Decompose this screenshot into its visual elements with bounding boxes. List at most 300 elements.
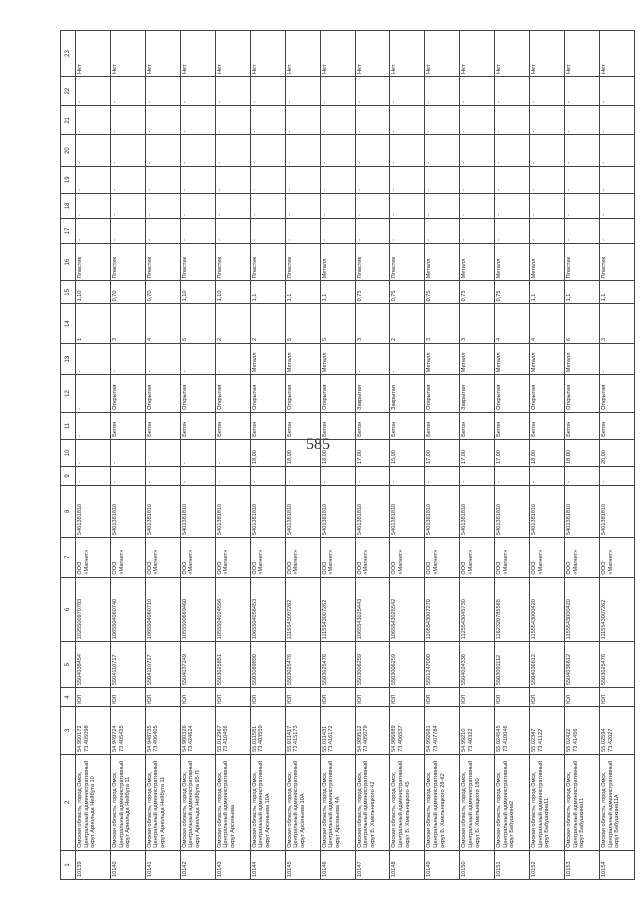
table-cell: Открытая (530, 375, 565, 413)
table-cell: 5503025476 (320, 642, 355, 688)
table-cell: 55.012967 73.410456 (215, 706, 250, 754)
column-number: 19 (61, 166, 76, 193)
table-cell: 1,10 (215, 281, 250, 304)
table-cell: 17,00 (495, 439, 530, 466)
table-cell: - (390, 135, 425, 166)
table-cell: ЮЛ (145, 688, 180, 707)
table-cell: ООО «Магнит» (530, 537, 565, 577)
table-cell: - (425, 106, 460, 135)
column-number: 8 (61, 485, 76, 537)
table-cell: - (390, 193, 425, 218)
table-cell: Нет (565, 31, 600, 77)
table-cell: - (355, 106, 390, 135)
table-cell: Нет (215, 31, 250, 77)
table-cell: 54.948735 73.406405 (145, 706, 180, 754)
table-cell: - (110, 166, 145, 193)
table-cell: 5504038454 (76, 642, 111, 688)
table-cell: - (530, 193, 565, 218)
table-cell: 54.992681 73.407784 (425, 706, 460, 754)
table-cell: Бетон (110, 412, 145, 439)
table-cell: 54.949724 73.405435 (110, 706, 145, 754)
table-cell: Бетон (530, 412, 565, 439)
table-cell: 55.02422 73.41456 (565, 706, 600, 754)
table-cell: - (355, 343, 390, 374)
table-cell: Нет (355, 31, 390, 77)
page-number: 585 (306, 436, 330, 453)
table-cell: Нет (110, 31, 145, 77)
table-cell: 17,00 (460, 439, 495, 466)
table-cell: Омская область, город Омск, Центральный административный округ Арсеньева 10А (250, 754, 285, 850)
table-row (530, 31, 565, 880)
table-cell: - (180, 193, 215, 218)
table-cell: 5401381810 (495, 485, 530, 537)
table-cell: - (600, 218, 635, 243)
table-cell: 18,00 (530, 439, 565, 466)
table-cell: Бетон (250, 412, 285, 439)
table-cell: ЮЛ (390, 688, 425, 707)
table-cell: - (320, 166, 355, 193)
table-cell: - (145, 218, 180, 243)
table-row (425, 31, 460, 880)
table-cell: - (215, 439, 250, 466)
table-cell: - (145, 193, 180, 218)
table-cell: - (320, 106, 355, 135)
table-cell: Открытая (565, 375, 600, 413)
table-cell: - (180, 439, 215, 466)
table-cell: 54.986889 73.406537 (390, 706, 425, 754)
table-cell: Нет (180, 31, 215, 77)
table-cell: 1065504056453 (250, 577, 285, 642)
table-cell: Нет (495, 31, 530, 77)
table-cell: - (215, 218, 250, 243)
table-cell: - (425, 135, 460, 166)
table-cell: Открытая (180, 375, 215, 413)
table-cell: Пластик (600, 243, 635, 281)
table-cell: - (460, 193, 495, 218)
table-cell: - (355, 166, 390, 193)
table-cell: Нет (530, 31, 565, 77)
table-cell: 0,75 (460, 281, 495, 304)
table-cell: 5504024336 (460, 642, 495, 688)
table-cell: - (250, 467, 285, 486)
table-cell: 10154 (600, 850, 635, 879)
table-cell: Открытая (425, 375, 460, 413)
table-cell: - (460, 135, 495, 166)
table-cell: 5401381810 (250, 485, 285, 537)
table-cell: - (320, 193, 355, 218)
table-cell: 5401381810 (565, 485, 600, 537)
table-cell: 1055504024556 (215, 577, 250, 642)
table-cell: ЮЛ (425, 688, 460, 707)
table-row (250, 31, 285, 880)
table-cell: 0,75 (355, 281, 390, 304)
table-row (285, 31, 320, 880)
column-number: 4 (61, 688, 76, 707)
table-cell: Нет (390, 31, 425, 77)
table-cell: 5401381810 (390, 485, 425, 537)
table-cell: - (250, 193, 285, 218)
table-cell: - (180, 218, 215, 243)
table-cell: Нет (320, 31, 355, 77)
table-cell: 5401381810 (425, 485, 460, 537)
table-cell: ООО «Магнит» (285, 537, 320, 577)
table-cell: 1105543007270 (425, 577, 460, 642)
table-cell: ООО «Магнит» (215, 537, 250, 577)
table-cell: - (250, 166, 285, 193)
table-cell: ЮЛ (180, 688, 215, 707)
table-cell: Металл (425, 243, 460, 281)
table-cell: Открытая (110, 375, 145, 413)
table-cell: Металл (495, 243, 530, 281)
table-cell: Нет (600, 31, 635, 77)
table-cell: - (495, 77, 530, 106)
table-cell: 55.011581 73.403559 (250, 706, 285, 754)
table-cell: 2 (215, 304, 250, 344)
table-cell: Пластик (215, 243, 250, 281)
table-cell: - (215, 193, 250, 218)
table-cell: - (215, 135, 250, 166)
table-cell: - (460, 467, 495, 486)
table-cell: 1,10 (180, 281, 215, 304)
table-cell: 5401381810 (600, 485, 635, 537)
table-cell: - (530, 218, 565, 243)
table-cell: - (600, 77, 635, 106)
table-cell: - (495, 135, 530, 166)
table-cell: Нет (425, 31, 460, 77)
table-cell: - (215, 77, 250, 106)
column-number: 10 (61, 439, 76, 466)
table-cell: - (495, 106, 530, 135)
column-number: 1 (61, 850, 76, 879)
table-cell: 17,00 (425, 439, 460, 466)
table-cell: - (530, 166, 565, 193)
table-cell: 1,1 (565, 281, 600, 304)
table-cell: ЮЛ (250, 688, 285, 707)
table-cell: - (215, 106, 250, 135)
table-cell: - (76, 375, 111, 413)
table-cell: 5401381810 (145, 485, 180, 537)
table-cell: - (495, 467, 530, 486)
table-cell: - (565, 106, 600, 135)
table-cell: 10141 (145, 850, 180, 879)
table-cell: - (355, 218, 390, 243)
table-cell: - (285, 106, 320, 135)
table-cell: Пластик (76, 243, 111, 281)
table-cell: Металл (530, 243, 565, 281)
column-number: 5 (61, 642, 76, 688)
table-cell: - (565, 166, 600, 193)
table-cell: Металл (495, 343, 530, 374)
table-cell: ЮЛ (565, 688, 600, 707)
column-number: 22 (61, 77, 76, 106)
table-cell: ЮЛ (76, 688, 111, 707)
table-cell: Металл (565, 343, 600, 374)
table-cell: ЮЛ (355, 688, 390, 707)
table-cell: - (76, 166, 111, 193)
table-cell: - (355, 135, 390, 166)
table-cell: 55.02347 73.41122 (530, 706, 565, 754)
table-cell: - (145, 467, 180, 486)
table-cell: 5504036612 (565, 642, 600, 688)
column-number: 12 (61, 375, 76, 413)
table-cell: Металл (460, 343, 495, 374)
table-cell: 5503089890 (250, 642, 285, 688)
table-cell: Закрытая (355, 375, 390, 413)
table-cell: Пластик (565, 243, 600, 281)
table-cell: - (76, 412, 111, 439)
table-cell: 5401381810 (215, 485, 250, 537)
table-cell: 4 (145, 304, 180, 344)
table-cell: ЮЛ (215, 688, 250, 707)
rotated-table-container (60, 30, 635, 880)
table-cell: 1,1 (530, 281, 565, 304)
table-cell: - (390, 343, 425, 374)
table-cell: 1155543000420 (530, 577, 565, 642)
table-cell: 5504110717 (145, 642, 180, 688)
table-cell: 17,00 (355, 439, 390, 466)
column-number: 14 (61, 304, 76, 344)
table-cell: Открытая (600, 375, 635, 413)
table-cell: - (180, 343, 215, 374)
table-cell: Пластик (355, 243, 390, 281)
table-cell: 20,00 (600, 439, 635, 466)
table-cell: ЮЛ (495, 688, 530, 707)
table-cell: 1125543045730 (460, 577, 495, 642)
table-cell: Омская область, город Омск, Центральный административный округ Арнольда Нейбута 10 (76, 754, 111, 850)
table-cell: 5401381810 (76, 485, 111, 537)
table-cell: - (565, 135, 600, 166)
table-cell: Открытая (250, 375, 285, 413)
table-cell: 2 (390, 304, 425, 344)
table-cell: Металл (460, 243, 495, 281)
table-row (390, 31, 425, 880)
table-cell: Бетон (425, 412, 460, 439)
table-cell: - (355, 193, 390, 218)
table-cell: 10153 (565, 850, 600, 879)
column-number: 20 (61, 135, 76, 166)
registry-table (60, 30, 635, 880)
table-cell: Металл (320, 343, 355, 374)
table-cell: 18,00 (285, 439, 320, 466)
table-row (76, 31, 111, 880)
table-cell: - (530, 135, 565, 166)
table-cell: 1115543007262 (285, 577, 320, 642)
table-cell: - (145, 343, 180, 374)
table-cell: 55.024545 73.410046 (495, 706, 530, 754)
table-cell: - (110, 135, 145, 166)
table-cell: 10142 (180, 850, 215, 879)
table-cell: ООО «Магнит» (390, 537, 425, 577)
table-cell: - (390, 218, 425, 243)
table-cell: 5401381810 (285, 485, 320, 537)
table-cell: - (76, 193, 111, 218)
header-row (61, 31, 76, 880)
table-cell: ООО «Магнит» (250, 537, 285, 577)
table-row (495, 31, 530, 880)
table-cell: - (425, 218, 460, 243)
table-cell: Бетон (320, 412, 355, 439)
table-cell: Омская область, город Омск, Центральный административный округ Арнольда Нейбута 11 (110, 754, 145, 850)
table-cell: Металл (285, 343, 320, 374)
table-cell: Омская область, город Омск, Центральный административный округ Арсеньева 4А (320, 754, 355, 850)
table-cell: - (390, 77, 425, 106)
table-cell: - (320, 135, 355, 166)
table-cell: ООО «Магнит» (320, 537, 355, 577)
table-cell: 1,1 (285, 281, 320, 304)
table-cell: - (320, 77, 355, 106)
table-cell: 1155543000420 (565, 577, 600, 642)
table-cell: - (145, 135, 180, 166)
table-cell: 18,00 (250, 439, 285, 466)
table-cell: - (460, 218, 495, 243)
table-cell: - (250, 106, 285, 135)
table-cell: 18,00 (320, 439, 355, 466)
table-cell: Металл (425, 343, 460, 374)
table-cell: - (76, 106, 111, 135)
table-cell: Закрытая (390, 375, 425, 413)
table-cell: Открытая (145, 375, 180, 413)
table-cell: Омская область, город Омск, Центральный административный округ Арсеньева 10А (285, 754, 320, 850)
table-cell: 10148 (390, 850, 425, 879)
table-cell: - (495, 218, 530, 243)
table-cell: 1 (76, 304, 111, 344)
table-cell: Бетон (215, 412, 250, 439)
table-cell: ЮЛ (285, 688, 320, 707)
table-cell: Омская область, город Омск, Центральный административный округ Б. Хмельницкого 42 (355, 754, 390, 850)
table-cell: 5503025851 (215, 642, 250, 688)
table-cell: Нет (145, 31, 180, 77)
table-row (145, 31, 180, 880)
table-cell: - (355, 467, 390, 486)
table-row (600, 31, 635, 880)
table-cell: - (285, 467, 320, 486)
table-row (355, 31, 390, 880)
table-cell: - (180, 77, 215, 106)
table-cell: 0,70 (110, 281, 145, 304)
table-cell: - (180, 467, 215, 486)
table-cell: - (460, 166, 495, 193)
table-cell: 5 (180, 304, 215, 344)
table-cell: Металл (530, 343, 565, 374)
table-cell: 10150 (460, 850, 495, 879)
table-cell: 4 (495, 304, 530, 344)
table-cell: - (145, 166, 180, 193)
table-cell: - (250, 135, 285, 166)
table-cell: - (110, 106, 145, 135)
table-cell: Металл (320, 243, 355, 281)
table-cell: Закрытая (460, 375, 495, 413)
table-cell: - (530, 77, 565, 106)
table-cell: ЮЛ (600, 688, 635, 707)
table-cell: 5 (320, 304, 355, 344)
table-cell: Пластик (250, 243, 285, 281)
table-cell: Омская область, город Омск, Центральный административный округ Бабушкина2 (495, 754, 530, 850)
table-row (565, 31, 600, 880)
table-cell: 5 (285, 304, 320, 344)
table-cell: ЮЛ (320, 688, 355, 707)
table-cell: Омская область, город Омск, Центральный административный округ Б. Хмельницкого 28-К2 (425, 754, 460, 850)
table-cell: 2 (250, 304, 285, 344)
table-cell: 0,75 (390, 281, 425, 304)
table-cell: - (285, 218, 320, 243)
table-cell: - (285, 77, 320, 106)
table-cell: 18,00 (565, 439, 600, 466)
table-cell: - (76, 135, 111, 166)
table-cell: 1115543007262 (600, 577, 635, 642)
table-cell: 1065504060740 (110, 577, 145, 642)
table-cell: 3 (110, 304, 145, 344)
table-cell: - (600, 166, 635, 193)
table-cell: 5503025476 (285, 642, 320, 688)
table-cell: Открытая (495, 375, 530, 413)
table-cell: Бетон (495, 412, 530, 439)
table-cell: - (425, 467, 460, 486)
table-cell: Нет (76, 31, 111, 77)
column-number: 13 (61, 343, 76, 374)
table-cell: 5503091112 (495, 642, 530, 688)
table-cell: Пластик (145, 243, 180, 281)
table-cell: ООО «Магнит» (110, 537, 145, 577)
table-cell: 4 (530, 304, 565, 344)
table-cell: 3 (425, 304, 460, 344)
table-cell: 5401381810 (110, 485, 145, 537)
table-cell: - (565, 218, 600, 243)
column-number: 3 (61, 706, 76, 754)
table-cell: 1115543007262 (320, 577, 355, 642)
table-cell: - (600, 193, 635, 218)
table-cell: 1,1 (600, 281, 635, 304)
table-cell: 55.011431 73.416172 (320, 706, 355, 754)
table-cell: 3 (355, 304, 390, 344)
table-cell: 10144 (250, 850, 285, 879)
table-cell: 54.980326 73.424624 (180, 706, 215, 754)
table-cell: 0,75 (425, 281, 460, 304)
column-number: 9 (61, 467, 76, 486)
table-cell: 10151 (495, 850, 530, 879)
table-cell: 54.950172 73.405098 (76, 706, 111, 754)
table-cell: - (425, 166, 460, 193)
table-cell: Пластик (390, 243, 425, 281)
table-cell: Омская область, город Омск, Центральный административный округ Бабушкина11 (565, 754, 600, 850)
table-cell: 1162320785565 (495, 577, 530, 642)
column-number: 18 (61, 193, 76, 218)
table-cell: ООО «Магнит» (565, 537, 600, 577)
table-cell: Пластик (180, 243, 215, 281)
table-cell: Открытая (285, 375, 320, 413)
table-cell: - (76, 467, 111, 486)
column-number: 23 (61, 31, 76, 77)
table-cell: 10140 (110, 850, 145, 879)
table-cell: Бетон (565, 412, 600, 439)
table-cell: 0,75 (495, 281, 530, 304)
table-cell: - (110, 343, 145, 374)
table-cell: - (320, 467, 355, 486)
table-cell: 1,1 (320, 281, 355, 304)
table-cell: 5503006259 (390, 642, 425, 688)
table-cell: - (215, 467, 250, 486)
table-cell: Металл (250, 343, 285, 374)
column-number: 11 (61, 412, 76, 439)
table-cell: - (565, 467, 600, 486)
table-cell: Бетон (355, 412, 390, 439)
table-cell: - (600, 135, 635, 166)
table-cell: ООО «Магнит» (355, 537, 390, 577)
table-cell: - (145, 106, 180, 135)
table-cell: 10143 (215, 850, 250, 879)
table-row (180, 31, 215, 880)
table-cell: - (425, 193, 460, 218)
column-number: 21 (61, 106, 76, 135)
